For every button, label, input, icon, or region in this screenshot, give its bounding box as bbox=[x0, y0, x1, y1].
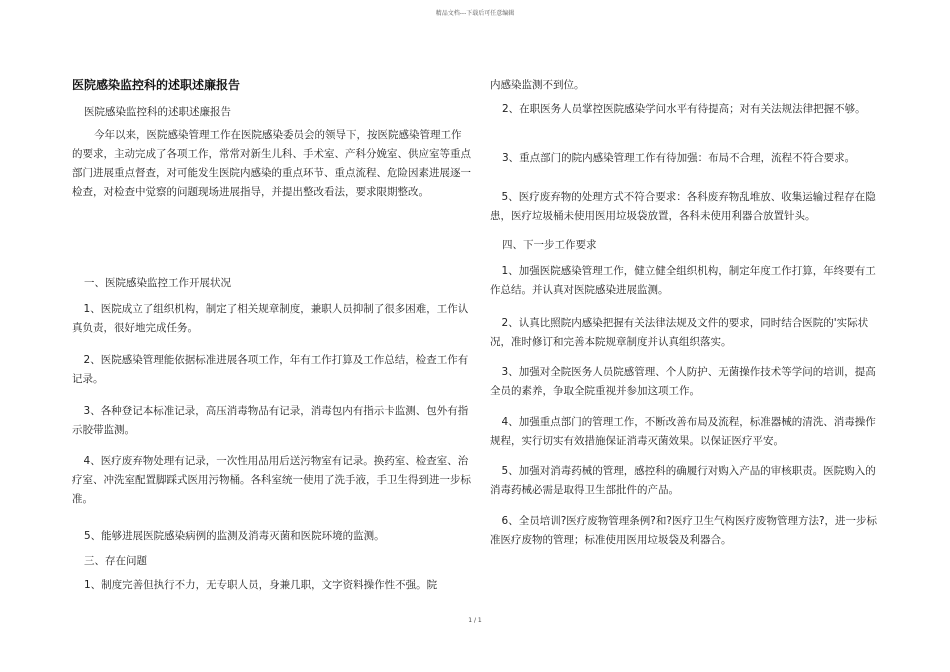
subtitle: 医院感染监控科的述职述廉报告 bbox=[84, 106, 231, 118]
paragraph-s4-4: 4、加强重点部门的管理工作，不断改善布局及流程，标准器械的清洗、消毒操作规程，实行切实有效措施保证消毒灭菌效果。以保证医疗平安。 bbox=[490, 416, 876, 447]
paragraph-s3-2: 2、在职医务人员掌控医院感染学问水平有待提高；对有关法规法律把握不够。 bbox=[502, 103, 866, 115]
paragraph-s4-3: 3、加强对全院医务人员院感管理、个人防护、无菌操作技术等学问的培训，提高全员的素养，争取全院重视并参加这项工作。 bbox=[490, 366, 876, 397]
paragraph-s4-1: 1、加强医院感染管理工作，健立健全组织机构，制定年度工作打算，年终要有工作总结。并认真对医院感染进展监测。 bbox=[490, 265, 876, 296]
paragraph-s4-5: 5、加强对消毒药械的管理，感控科的确履行对购入产品的审核职责。医院购入的消毒药械必需是取得卫生部批件的产品。 bbox=[490, 465, 876, 496]
paragraph-s3-3: 3、重点部门的院内感染管理工作有待加强：布局不合理，流程不符合要求。 bbox=[502, 152, 856, 164]
section-heading-4: 四、下一步工作要求 bbox=[502, 239, 597, 251]
paragraph-s1-3: 3、各种登记本标准记录，高压消毒物品有记录，消毒包内有指示卡监测、包外有指示胶带监测。 bbox=[72, 405, 469, 436]
section-heading-3: 三、存在问题 bbox=[84, 555, 147, 567]
paragraph-s3-1: 1、制度完善但执行不力，无专职人员，身兼几职，文字资料操作性不强。院 bbox=[84, 579, 438, 591]
paragraph-s4-6: 6、全员培训?医疗废物管理条例?和?医疗卫生气构医疗废物管理方法?，进一步标准医疗废物的管理；标准使用医用垃圾袋及利器合。 bbox=[490, 515, 878, 546]
intro-paragraph: 今年以来，医院感染管理工作在医院感染委员会的领导下，按医院感染管理工作的要求，主动完成了各项工作，常常对新生儿科、手术室、产科分娩室、供应室等重点部门进展重点督查，对可能发生医院内感染的重点环节、重点流程、危险因素进展逐一检查，对检查中觉察的问题现场进展指导，并提出整改看法，要求限期整改。 bbox=[72, 129, 471, 198]
paragraph-s3-5: 5、医疗废弃物的处理方式不符合要求：各科废弃物乱堆放、收集运输过程存在隐患，医疗垃圾桶未使用医用垃圾袋放置，各科未使用利器合放置针头。 bbox=[490, 191, 876, 222]
paragraph-s1-2: 2、医院感染管理能依据标准进展各项工作，年有工作打算及工作总结，检查工作有记录。 bbox=[72, 354, 469, 385]
paragraph-s1-1: 1、医院成立了组织机构，制定了相关规章制度，兼职人员抑制了很多困难，工作认真负责，很好地完成任务。 bbox=[72, 303, 469, 334]
paragraph-s4-2: 2、认真比照院内感染把握有关法律法规及文件的要求，同时结合医院的'实际状况，准时修订和完善本院规章制度并认真组织落实。 bbox=[490, 317, 869, 348]
paragraph-s3-1-continued: 内感染监测不到位。 bbox=[490, 79, 585, 91]
paragraph-s1-5: 5、能够进展医院感染病例的监测及消毒灭菌和医院环境的监测。 bbox=[84, 530, 385, 542]
section-heading-1: 一、医院感染监控工作开展状况 bbox=[84, 277, 231, 289]
page-number: 1 / 1 bbox=[468, 617, 482, 624]
paragraph-s1-4: 4、医疗废弃物处理有记录，一次性用品用后送污物室有记录。换药室、检查室、治疗室、冲洗室配置脚踩式医用污物桶。各科室统一使用了洗手液，手卫生得到进一步标准。 bbox=[72, 455, 471, 505]
document-title: 医院感染监控科的述职述廉报告 bbox=[72, 78, 241, 92]
header-note: 精品文档---下载后可任意编辑 bbox=[435, 10, 515, 17]
